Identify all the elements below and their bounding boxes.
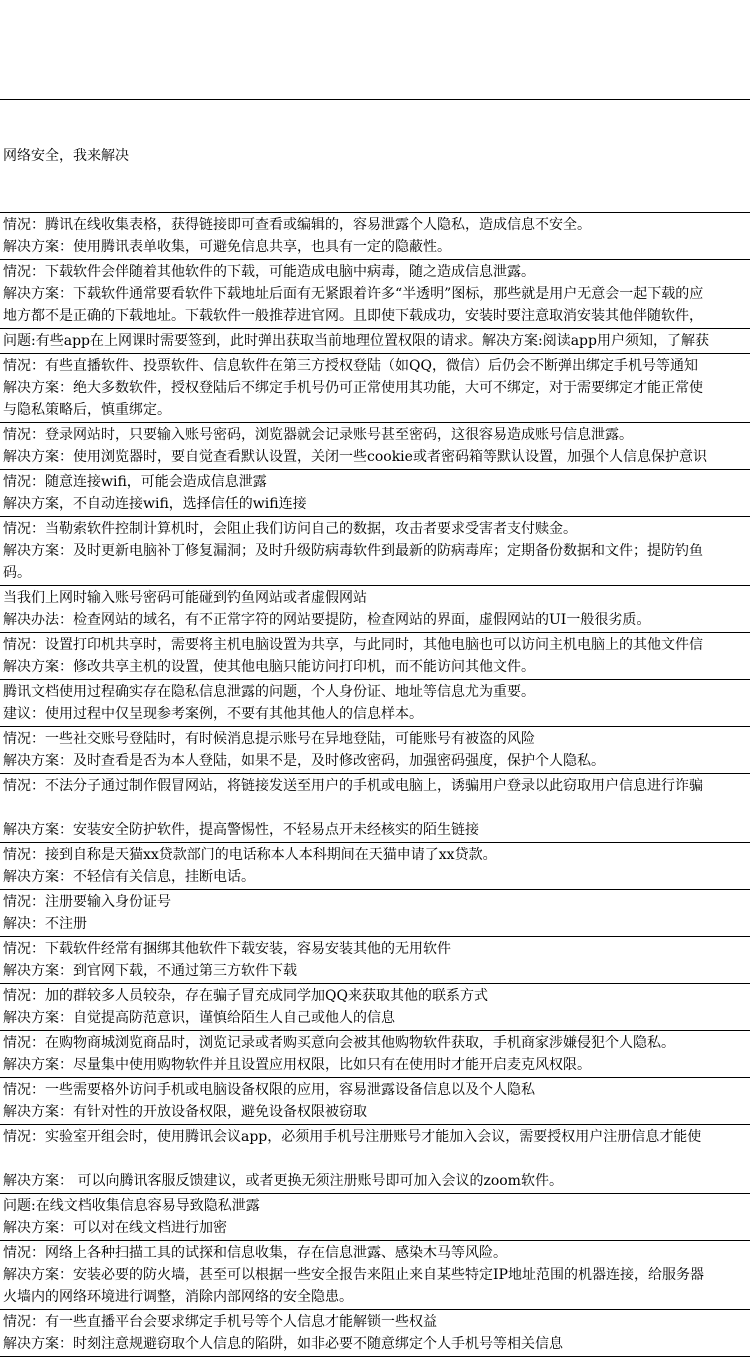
entry-row bbox=[0, 354, 750, 423]
entry-line: 解决方案：时刻注意规避窃取个人信息的陷阱，如非必要不随意绑定个人手机号等相关信息 bbox=[3, 1336, 563, 1352]
entry-line: 建议：使用过程中仅呈现参考案例，不要有其他其他人的信息样本。 bbox=[3, 706, 423, 722]
entry-line: 情况：当勒索软件控制计算机时，会阻止我们访问自己的数据，攻击者要求受害者支付赎金。 bbox=[3, 521, 577, 537]
entry-row bbox=[0, 890, 750, 937]
entry-line: 腾讯文档使用过程确实存在隐私信息泄露的问题，个人身份证、地址等信息尤为重要。 bbox=[3, 684, 535, 700]
entry-row bbox=[0, 1241, 750, 1310]
entry-row bbox=[0, 470, 750, 517]
top-blank-area bbox=[0, 0, 750, 99]
entry-line: 解决方案：安装安全防护软件，提高警惕性，不轻易点开未经核实的陌生链接 bbox=[3, 822, 479, 838]
entry-line: 码。 bbox=[3, 565, 31, 581]
entry-line: 当我们上网时输入账号密码可能碰到钓鱼网站或者虚假网站 bbox=[3, 590, 367, 606]
entry-line: 解决方案，不自动连接wifi，选择信任的wifi连接 bbox=[3, 496, 307, 512]
entry-line: 情况：注册要输入身份证号 bbox=[3, 894, 171, 910]
entry-line: 解决方案：修改共享主机的设置，使其他电脑只能访问打印机，而不能访问其他文件。 bbox=[3, 659, 535, 675]
entry-line: 情况：下载软件经常有捆绑其他软件下载安装，容易安装其他的无用软件 bbox=[3, 941, 451, 957]
entry-line: 解决方案：不轻信有关信息，挂断电话。 bbox=[3, 869, 255, 885]
entry-row bbox=[0, 774, 750, 843]
entry-line: 解决方案：及时查看是否为本人登陆，如果不是，及时修改密码，加强密码强度，保护个人隐私。 bbox=[3, 753, 605, 769]
entry-line: 地方都不是正确的下载地址。下载软件一般推荐进官网。且即使下载成功，安装时要注意取消安装其他伴随软件， bbox=[3, 308, 703, 324]
entry-row bbox=[0, 260, 750, 329]
entry-line: 解决方案：及时更新电脑补丁修复漏洞；及时升级防病毒软件到最新的防病毒库；定期备份数据和文件；提防钓鱼 bbox=[3, 543, 703, 559]
entry-line: 情况：登录网站时，只要输入账号密码，浏览器就会记录账号甚至密码，这很容易造成账号信息泄露。 bbox=[3, 427, 633, 443]
entry-line: 情况：网络上各种扫描工具的试探和信息收集，存在信息泄露、感染木马等风险。 bbox=[3, 1245, 507, 1261]
entry-line: 解决方案：安装必要的防火墙，甚至可以根据一些安全报告来阻止来自某些特定IP地址范围的机器连接，给服务器 bbox=[3, 1267, 704, 1283]
entry-line: 问题:有些app在上网课时需要签到，此时弹出获取当前地理位置权限的请求。解决方案:阅读app用户须知，了解获 bbox=[3, 333, 709, 349]
entry-line: 情况：下载软件会伴随着其他软件的下载，可能造成电脑中病毒，随之造成信息泄露。 bbox=[3, 264, 535, 280]
entry-line: 解决方案：尽量集中使用购物软件并且设置应用权限，比如只有在使用时才能开启麦克风权限。 bbox=[3, 1057, 591, 1073]
entry-row bbox=[0, 1078, 750, 1125]
entry-line: 解决方案： 可以向腾讯客服反馈建议，或者更换无须注册账号即可加入会议的zoom软件。 bbox=[3, 1173, 563, 1189]
entry-blank-line bbox=[3, 1148, 750, 1170]
entry-line: 解决：不注册 bbox=[3, 916, 87, 932]
entry-row bbox=[0, 633, 750, 680]
entry-line: 情况：有一些直播平台会要求绑定手机号等个人信息才能解锁一些权益 bbox=[3, 1314, 437, 1330]
entry-row bbox=[0, 1125, 750, 1194]
entry-blank-line bbox=[3, 797, 750, 819]
entry-line: 情况：一些需要格外访问手机或电脑设备权限的应用，容易泄露设备信息以及个人隐私 bbox=[3, 1082, 535, 1098]
entry-line: 解决方案：自觉提高防范意识，谨慎给陌生人自己或他人的信息 bbox=[3, 1010, 395, 1026]
entry-row bbox=[0, 1031, 750, 1078]
entry-line: 情况：一些社交账号登陆时，有时候消息提示账号在异地登陆，可能账号有被盗的风险 bbox=[3, 731, 535, 747]
entry-line: 与隐私策略后，慎重绑定。 bbox=[3, 402, 171, 418]
entry-line: 解决方案：绝大多数软件，授权登陆后不绑定手机号仍可正常使用其功能，大可不绑定，对于需要绑定才能正常使 bbox=[3, 380, 703, 396]
entry-line: 解决方案：下载软件通常要看软件下载地址后面有无紧跟着许多“半透明”图标，那些就是用户无意会一起下载的应 bbox=[3, 286, 704, 302]
entry-line: 解决方案：使用浏览器时，要自觉查看默认设置，关闭一些cookie或者密码箱等默认设置，加强个人信息保护意识 bbox=[3, 449, 707, 465]
entry-line: 情况：设置打印机共享时，需要将主机电脑设置为共享，与此同时，其他电脑也可以访问主机电脑上的其他文件信 bbox=[3, 637, 703, 653]
entry-line: 解决方案：到官网下载，不通过第三方软件下载 bbox=[3, 963, 297, 979]
entry-row bbox=[0, 423, 750, 470]
entry-row bbox=[0, 213, 750, 260]
entry-row bbox=[0, 727, 750, 774]
document-table bbox=[0, 99, 750, 1357]
entry-line: 情况：有些直播软件、投票软件、信息软件在第三方授权登陆（如QQ，微信）后仍会不断弹出绑定手机号等通知 bbox=[3, 358, 698, 374]
entry-line: 解决办法：检查网站的域名，有不正常字符的网站要提防，检查网站的界面，虚假网站的UI一般很劣质。 bbox=[3, 612, 651, 628]
document-title bbox=[0, 100, 750, 213]
document-title-text: 网络安全，我来解决 bbox=[3, 148, 129, 164]
entry-row bbox=[0, 1194, 750, 1241]
entry-row bbox=[0, 329, 750, 354]
entry-line: 解决方案：有针对性的开放设备权限，避免设备权限被窃取 bbox=[3, 1104, 367, 1120]
entry-line: 情况：腾讯在线收集表格，获得链接即可查看或编辑的，容易泄露个人隐私，造成信息不安全。 bbox=[3, 217, 591, 233]
entry-line: 情况：不法分子通过制作假冒网站，将链接发送至用户的手机或电脑上，诱骗用户登录以此窃取用户信息进行诈骗 bbox=[3, 778, 703, 794]
entry-line: 情况：接到自称是天猫xx贷款部门的电话称本人本科期间在天猫申请了xx贷款。 bbox=[3, 847, 497, 863]
entry-row bbox=[0, 586, 750, 633]
entry-line: 情况：实验室开组会时，使用腾讯会议app，必须用手机号注册账号才能加入会议，需要授权用户注册信息才能使 bbox=[3, 1129, 702, 1145]
entry-line: 火墙内的网络环境进行调整，消除内部网络的安全隐患。 bbox=[3, 1289, 353, 1305]
entry-line: 情况：在购物商城浏览商品时，浏览记录或者购买意向会被其他购物软件获取，手机商家涉嫌侵犯个人隐私。 bbox=[3, 1035, 675, 1051]
entry-row bbox=[0, 984, 750, 1031]
entry-line: 解决方案：使用腾讯表单收集，可避免信息共享，也具有一定的隐蔽性。 bbox=[3, 239, 451, 255]
entry-line: 问题:在线文档收集信息容易导致隐私泄露 bbox=[3, 1198, 260, 1214]
entry-row bbox=[0, 517, 750, 586]
entry-row bbox=[0, 937, 750, 984]
entry-line: 情况：加的群较多人员较杂，存在骗子冒充成同学加QQ来获取其他的联系方式 bbox=[3, 988, 488, 1004]
entry-row bbox=[0, 843, 750, 890]
entry-line: 情况：随意连接wifi，可能会造成信息泄露 bbox=[3, 474, 267, 490]
entry-line: 解决方案：可以对在线文档进行加密 bbox=[3, 1220, 227, 1236]
entry-row bbox=[0, 680, 750, 727]
